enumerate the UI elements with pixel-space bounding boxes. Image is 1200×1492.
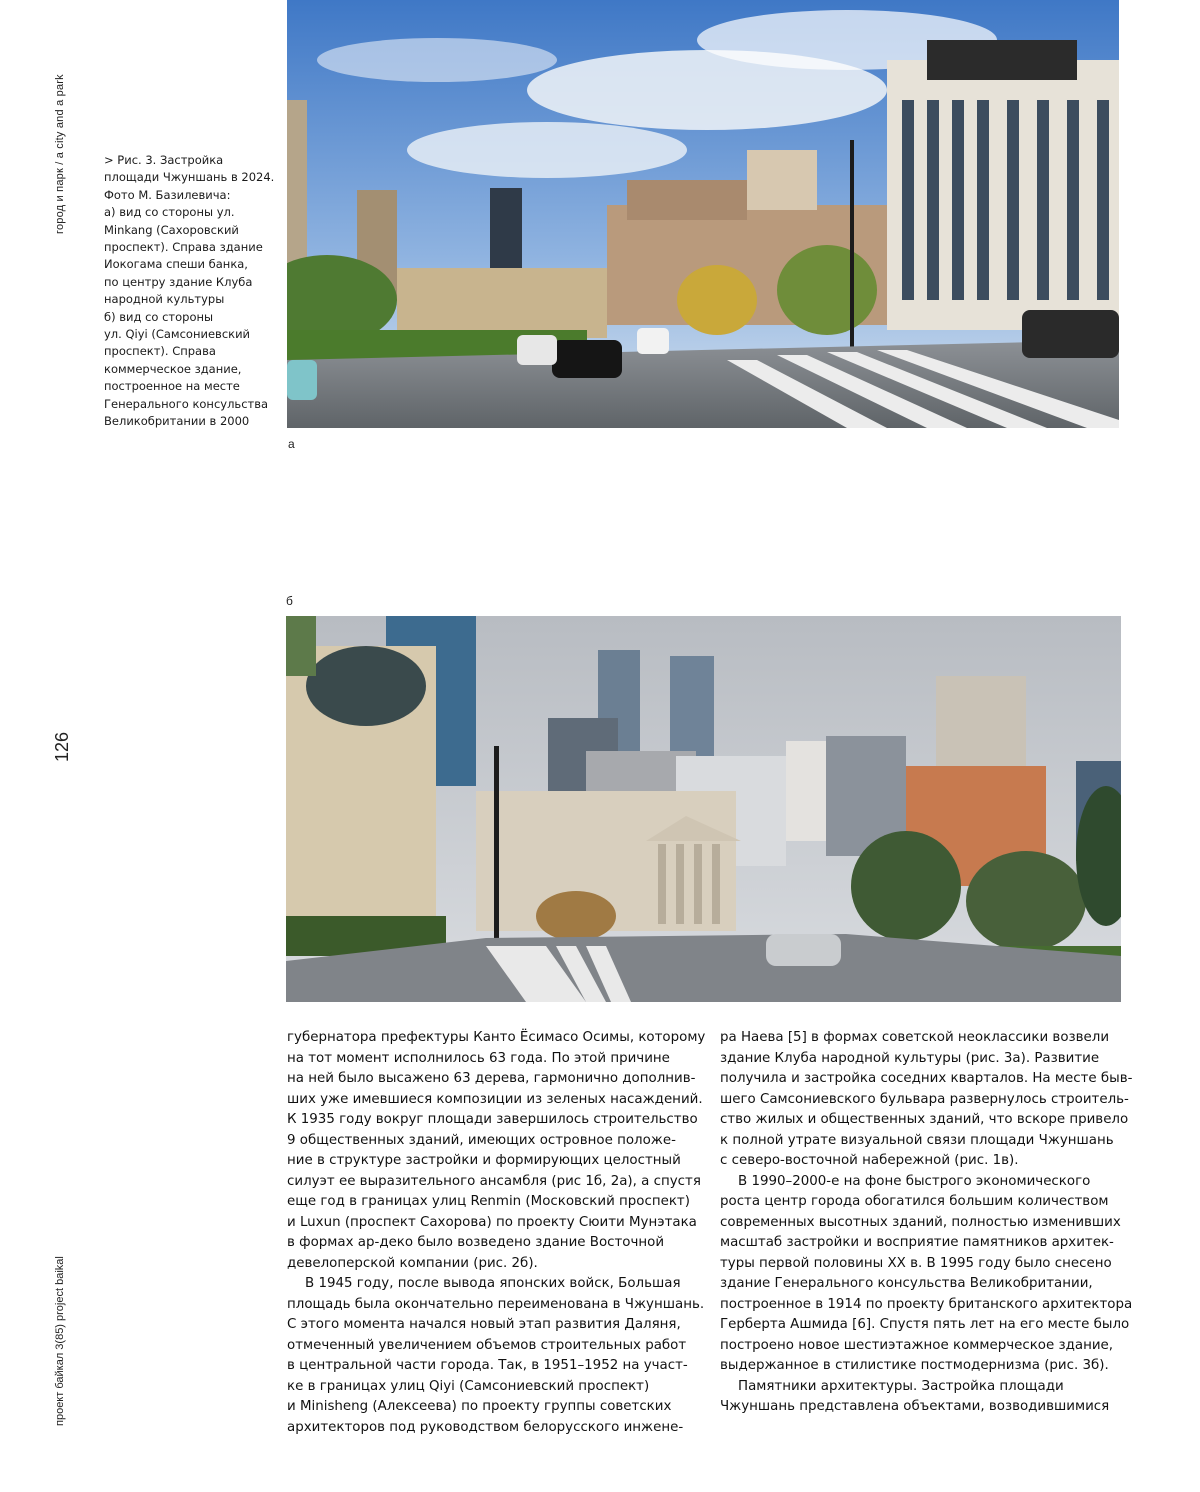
text-line: туры первой половины XX в. В 1995 году было снесено xyxy=(720,1255,1112,1271)
text-line: площадь была окончательно переименована в Чжуншань. xyxy=(287,1296,705,1312)
text-line: и Minisheng (Алексеева) по проекту группы советских xyxy=(287,1399,672,1414)
text-line: девелоперской компании (рис. 2б). xyxy=(287,1255,538,1271)
text-line: архитекторов под руководством белорусского инжене- xyxy=(287,1419,684,1435)
text-line: ние в структуре застройки и формирующих целостный xyxy=(287,1153,681,1168)
body-column-left xyxy=(287,1028,706,1438)
caption-line: Великобритании в 2000 xyxy=(104,414,250,429)
caption-line: Генерального консульства xyxy=(104,396,269,411)
text-line: Чжуншань представлена объектами, возводившимися xyxy=(720,1399,1110,1414)
text-line: К 1935 году вокруг площади завершилось строительство xyxy=(287,1112,698,1127)
text-line: построенное в 1914 по проекту британского архитектора xyxy=(720,1296,1133,1312)
page-number: 126 xyxy=(52,731,72,762)
text-line: ших уже имевшиеся композиции из зеленых насаждений. xyxy=(287,1091,703,1107)
body-column-right xyxy=(720,1028,1132,1418)
text-line: отмеченный увеличением объемов строительных работ xyxy=(287,1337,687,1353)
caption-line: б) вид со стороны xyxy=(104,309,214,324)
caption-line: Фото М. Базилевича: xyxy=(104,187,231,202)
running-head: город и парк / a city and a park xyxy=(54,74,66,234)
caption-line: по центру здание Клуба xyxy=(104,274,253,289)
text-line: В 1990–2000-е на фоне быстрого экономического xyxy=(738,1173,1091,1189)
text-line: роста центр города обогатился большим количеством xyxy=(720,1194,1109,1209)
caption-line: построенное на месте xyxy=(104,379,240,394)
text-line: В 1945 году, после вывода японских войск, Большая xyxy=(305,1276,681,1291)
photo-b-label: б xyxy=(286,594,293,608)
text-line: и Luxun (проспект Сахорова) по проекту Сюити Мунэтака xyxy=(287,1214,697,1230)
text-line: построено новое шестиэтажное коммерческое здание, xyxy=(720,1337,1114,1353)
photo-b xyxy=(286,616,1121,1002)
text-line: Герберта Ашмида [6]. Спустя пять лет на его месте было xyxy=(720,1317,1130,1332)
text-line: 9 общественных зданий, имеющих островное положе- xyxy=(287,1132,676,1148)
text-line: получила и застройка соседних кварталов. На месте быв- xyxy=(720,1071,1133,1086)
text-line: силуэт ее выразительного ансамбля (рис 1б, 2а), а спустя xyxy=(287,1173,701,1189)
text-line: С этого момента начался новый этап развития Даляня, xyxy=(287,1317,681,1332)
caption-line: Minkang (Сахоровский xyxy=(104,222,239,237)
text-line: Памятники архитектуры. Застройка площади xyxy=(738,1378,1064,1394)
journal-name: проект байкал 3(85) project baikal xyxy=(54,1256,66,1426)
caption-line: Иокогама спеши банка, xyxy=(104,257,248,272)
caption-line: площади Чжуншань в 2024. xyxy=(104,170,275,185)
text-line: в формах ар-деко было возведено здание Восточной xyxy=(287,1235,665,1250)
text-line: еще год в границах улиц Renmin (Московский проспект) xyxy=(287,1194,690,1209)
caption-line: проспект). Справа здание xyxy=(104,240,263,255)
photo-a-label: а xyxy=(288,437,295,451)
text-line: здание Клуба народной культуры (рис. 3а). Развитие xyxy=(720,1050,1100,1066)
text-line: с северо-восточной набережной (рис. 1в). xyxy=(720,1153,1019,1168)
text-line: на тот момент исполнилось 63 года. По этой причине xyxy=(287,1050,670,1066)
text-line: в центральной части города. Так, в 1951–1952 на участ- xyxy=(287,1358,688,1373)
text-line: ке в границах улиц Qiyi (Самсониевский проспект) xyxy=(287,1378,650,1394)
text-line: шего Самсониевского бульвара развернулось строитель- xyxy=(720,1091,1129,1107)
caption-line: коммерческое здание, xyxy=(104,361,242,376)
caption-line: проспект). Справа xyxy=(104,344,216,359)
text-line: современных высотных зданий, полностью изменивших xyxy=(720,1214,1121,1230)
text-line: на ней было высажено 63 дерева, гармонично дополнив- xyxy=(287,1071,696,1086)
figure-caption xyxy=(104,152,275,431)
text-line: здание Генерального консульства Великобритании, xyxy=(720,1276,1093,1291)
photo-a xyxy=(287,0,1119,428)
text-line: ство жилых и общественных зданий, что вскоре привело xyxy=(720,1112,1129,1127)
text-line: ра Наева [5] в формах советской неоклассики возвели xyxy=(720,1030,1110,1045)
caption-line: а) вид со стороны ул. xyxy=(104,205,235,220)
text-line: масштаб застройки и восприятие памятников архитек- xyxy=(720,1235,1114,1250)
caption-line: ул. Qiyi (Самсониевский xyxy=(104,327,251,342)
text-line: к полной утрате визуальной связи площади Чжуншань xyxy=(720,1132,1114,1148)
caption-line: народной культуры xyxy=(104,292,225,307)
text-line: губернатора префектуры Канто Ёсимасо Осимы, которому xyxy=(287,1030,706,1045)
text-line: выдержанное в стилистике постмодернизма (рис. 3б). xyxy=(720,1358,1109,1373)
caption-line: > Рис. 3. Застройка xyxy=(104,153,224,167)
